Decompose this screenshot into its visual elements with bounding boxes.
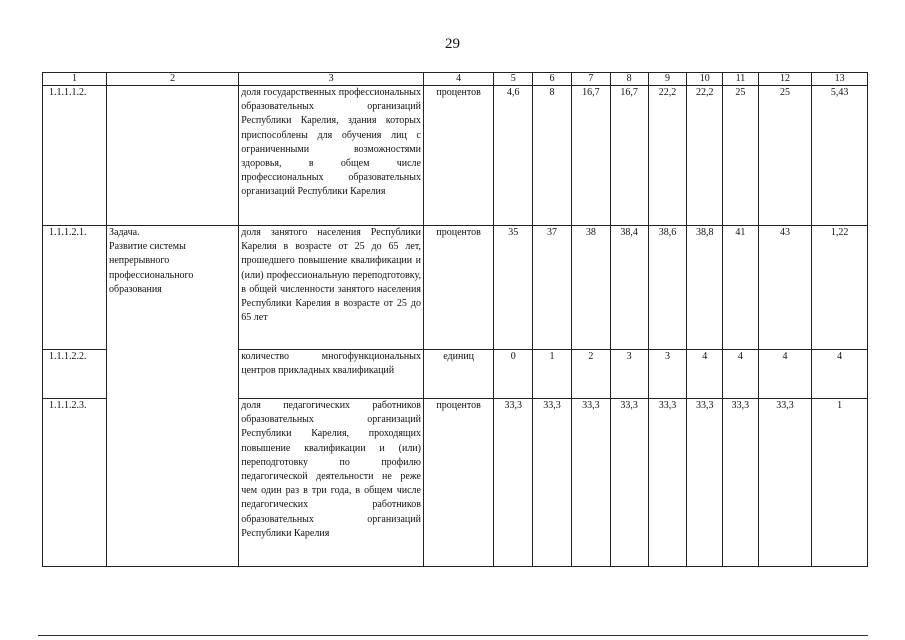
header-cell: 1 bbox=[43, 73, 107, 86]
header-cell: 2 bbox=[107, 73, 239, 86]
bottom-rule bbox=[38, 635, 868, 636]
value-cell: 8 bbox=[533, 86, 572, 226]
value-cell: 4,6 bbox=[494, 86, 533, 226]
header-cell: 7 bbox=[571, 73, 610, 86]
value-cell: 22,2 bbox=[648, 86, 687, 226]
unit-cell: процентов bbox=[423, 399, 493, 567]
value-cell: 5,43 bbox=[812, 86, 868, 226]
value-cell: 16,7 bbox=[610, 86, 648, 226]
header-row bbox=[43, 73, 868, 86]
row-code: 1.1.1.2.3. bbox=[43, 399, 107, 567]
header-cell: 12 bbox=[758, 73, 812, 86]
value-cell: 33,3 bbox=[571, 399, 610, 567]
value-cell: 1 bbox=[533, 350, 572, 399]
indicator-cell: доля педагогических работников образовательных организаций Республики Карелия, проходящих повышение квалификации и (или) переподготовку по профилю педагогической деятельности не реже чем один раз в три года, в общем числе педагогических работников образовательных организаций Республики Карелия bbox=[239, 399, 424, 567]
header-cell: 8 bbox=[610, 73, 648, 86]
value-cell: 41 bbox=[723, 226, 759, 350]
page-number: 29 bbox=[445, 36, 460, 52]
value-cell: 4 bbox=[758, 350, 812, 399]
value-cell: 38,6 bbox=[648, 226, 687, 350]
task-line: профессионального bbox=[109, 269, 194, 281]
row-code: 1.1.1.2.1. bbox=[43, 226, 107, 350]
header-cell: 3 bbox=[239, 73, 424, 86]
value-cell: 38,8 bbox=[687, 226, 723, 350]
value-cell: 22,2 bbox=[687, 86, 723, 226]
value-cell: 33,3 bbox=[533, 399, 572, 567]
value-cell: 33,3 bbox=[610, 399, 648, 567]
table-row bbox=[43, 226, 868, 350]
value-cell: 43 bbox=[758, 226, 812, 350]
value-cell: 1 bbox=[812, 399, 868, 567]
task-cell bbox=[107, 86, 239, 226]
value-cell: 33,3 bbox=[723, 399, 759, 567]
value-cell: 37 bbox=[533, 226, 572, 350]
header-cell: 13 bbox=[812, 73, 868, 86]
task-line: Задача. bbox=[109, 227, 140, 238]
indicator-cell: доля занятого населения Республики Карелия в возрасте от 25 до 65 лет, прошедшего повышение квалификации и (или) профессиональную переподготовку, в общей численности занятого населения Республики Карелия в возрасте от 25 до 65 лет bbox=[239, 226, 424, 350]
unit-cell: процентов bbox=[423, 86, 493, 226]
header-cell: 5 bbox=[494, 73, 533, 86]
value-cell: 38 bbox=[571, 226, 610, 350]
task-cell bbox=[107, 226, 239, 567]
indicator-cell: количество многофункциональных центров прикладных квалификаций bbox=[239, 350, 424, 399]
value-cell: 33,3 bbox=[648, 399, 687, 567]
value-cell: 33,3 bbox=[494, 399, 533, 567]
indicator-cell: доля государственных профессиональных образовательных организаций Республики Карелия, здания которых приспособлены для обучения лиц с ограниченными возможностями здоровья, в общем числе профессиональных образовательных организаций Республики Карелия bbox=[239, 86, 424, 226]
value-cell: 4 bbox=[723, 350, 759, 399]
table-row bbox=[43, 86, 868, 226]
value-cell: 38,4 bbox=[610, 226, 648, 350]
header-cell: 6 bbox=[533, 73, 572, 86]
value-cell: 4 bbox=[812, 350, 868, 399]
row-code: 1.1.1.2.2. bbox=[43, 350, 107, 399]
value-cell: 25 bbox=[723, 86, 759, 226]
value-cell: 16,7 bbox=[571, 86, 610, 226]
header-cell: 4 bbox=[423, 73, 493, 86]
value-cell: 0 bbox=[494, 350, 533, 399]
value-cell: 3 bbox=[648, 350, 687, 399]
row-code: 1.1.1.1.2. bbox=[43, 86, 107, 226]
value-cell: 2 bbox=[571, 350, 610, 399]
value-cell: 35 bbox=[494, 226, 533, 350]
value-cell: 33,3 bbox=[758, 399, 812, 567]
task-line: образования bbox=[109, 283, 162, 295]
unit-cell: единиц bbox=[423, 350, 493, 399]
header-cell: 9 bbox=[648, 73, 687, 86]
value-cell: 1,22 bbox=[812, 226, 868, 350]
task-line: непрерывного bbox=[109, 255, 170, 267]
value-cell: 4 bbox=[687, 350, 723, 399]
header-cell: 10 bbox=[687, 73, 723, 86]
value-cell: 25 bbox=[758, 86, 812, 226]
header-cell: 11 bbox=[723, 73, 759, 86]
indicators-table bbox=[42, 72, 868, 567]
value-cell: 33,3 bbox=[687, 399, 723, 567]
value-cell: 3 bbox=[610, 350, 648, 399]
task-line: Развитие системы bbox=[109, 241, 186, 253]
unit-cell: процентов bbox=[423, 226, 493, 350]
